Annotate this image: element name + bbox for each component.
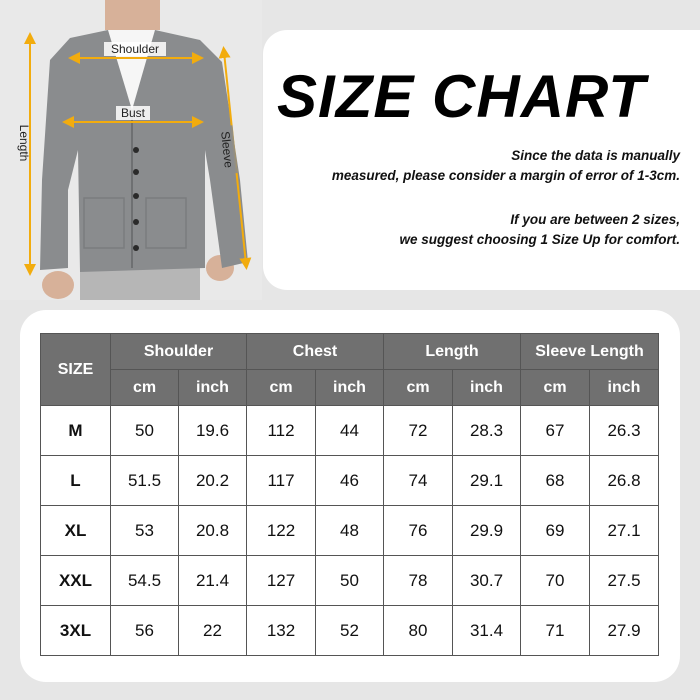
size-cell: 3XL [41,606,111,656]
measurement-cell: 21.4 [179,556,247,606]
shoulder-group-header: Shoulder [111,334,247,370]
measurement-cell: 30.7 [453,556,521,606]
size-cell: XXL [41,556,111,606]
measurement-cell: 74 [384,456,453,506]
unit-header-cm: cm [247,370,316,406]
table-row [41,406,659,456]
measurement-cell: 27.9 [590,606,659,656]
measurement-cell: 20.8 [179,506,247,556]
size-cell: M [41,406,111,456]
measurement-cell: 50 [111,406,179,456]
measurement-cell: 69 [521,506,590,556]
sleeve-label: Sleeve [218,130,236,169]
measurement-cell: 20.2 [179,456,247,506]
chest-group-header: Chest [247,334,384,370]
neck [105,0,160,30]
unit-header-cm: cm [384,370,453,406]
product-photo [0,0,262,300]
sleeve-length-group-header: Sleeve Length [521,334,659,370]
size-table-card [20,310,680,682]
measurement-cell: 28.3 [453,406,521,456]
left-hand [42,271,74,299]
size-advice-line-1: If you are between 2 sizes, [510,212,680,227]
measurement-cell: 68 [521,456,590,506]
table-row [41,456,659,506]
measurement-cell: 44 [316,406,384,456]
measurement-cell: 67 [521,406,590,456]
measurement-cell: 26.8 [590,456,659,506]
cardigan-measurement-diagram [0,0,262,300]
measurement-cell: 56 [111,606,179,656]
size-cell: L [41,456,111,506]
measurement-cell: 50 [316,556,384,606]
measurement-cell: 29.9 [453,506,521,556]
measurement-note-line-2: measured, please consider a margin of error of 1-3cm. [331,168,680,183]
page-title: SIZE CHART [277,63,646,130]
bust-label: Bust [120,106,146,120]
size-column-header: SIZE [41,334,111,406]
table-header-row [41,334,659,370]
length-group-header: Length [384,334,521,370]
measurement-cell: 132 [247,606,316,656]
table-row [41,556,659,606]
unit-header-cm: cm [111,370,179,406]
size-advice-note [399,210,680,250]
measurement-cell: 76 [384,506,453,556]
size-cell: XL [41,506,111,556]
length-label: Length [17,124,31,162]
measurement-cell: 54.5 [111,556,179,606]
measurement-cell: 51.5 [111,456,179,506]
info-card [263,30,700,290]
measurement-note [332,146,680,186]
table-row [41,506,659,556]
measurement-cell: 53 [111,506,179,556]
measurement-cell: 27.1 [590,506,659,556]
measurement-cell: 27.5 [590,556,659,606]
measurement-cell: 112 [247,406,316,456]
unit-header-inch: inch [590,370,659,406]
measurement-cell: 48 [316,506,384,556]
measurement-cell: 72 [384,406,453,456]
measurement-cell: 29.1 [453,456,521,506]
shoulder-label: Shoulder [110,42,160,56]
measurement-cell: 78 [384,556,453,606]
measurement-cell: 22 [179,606,247,656]
measurement-cell: 71 [521,606,590,656]
unit-header-inch: inch [316,370,384,406]
measurement-cell: 117 [247,456,316,506]
measurement-cell: 52 [316,606,384,656]
measurement-cell: 19.6 [179,406,247,456]
measurement-cell: 26.3 [590,406,659,456]
measurement-cell: 46 [316,456,384,506]
size-advice-line-2: we suggest choosing 1 Size Up for comfort. [399,232,680,247]
measurement-cell: 80 [384,606,453,656]
unit-header-inch: inch [453,370,521,406]
table-unit-row [41,370,659,406]
measurement-cell: 127 [247,556,316,606]
measurement-note-line-1: Since the data is manually [511,148,680,163]
table-row [41,606,659,656]
measurement-cell: 31.4 [453,606,521,656]
unit-header-cm: cm [521,370,590,406]
size-table-body [41,406,659,656]
measurement-cell: 122 [247,506,316,556]
size-table [40,333,659,656]
unit-header-inch: inch [179,370,247,406]
measurement-cell: 70 [521,556,590,606]
